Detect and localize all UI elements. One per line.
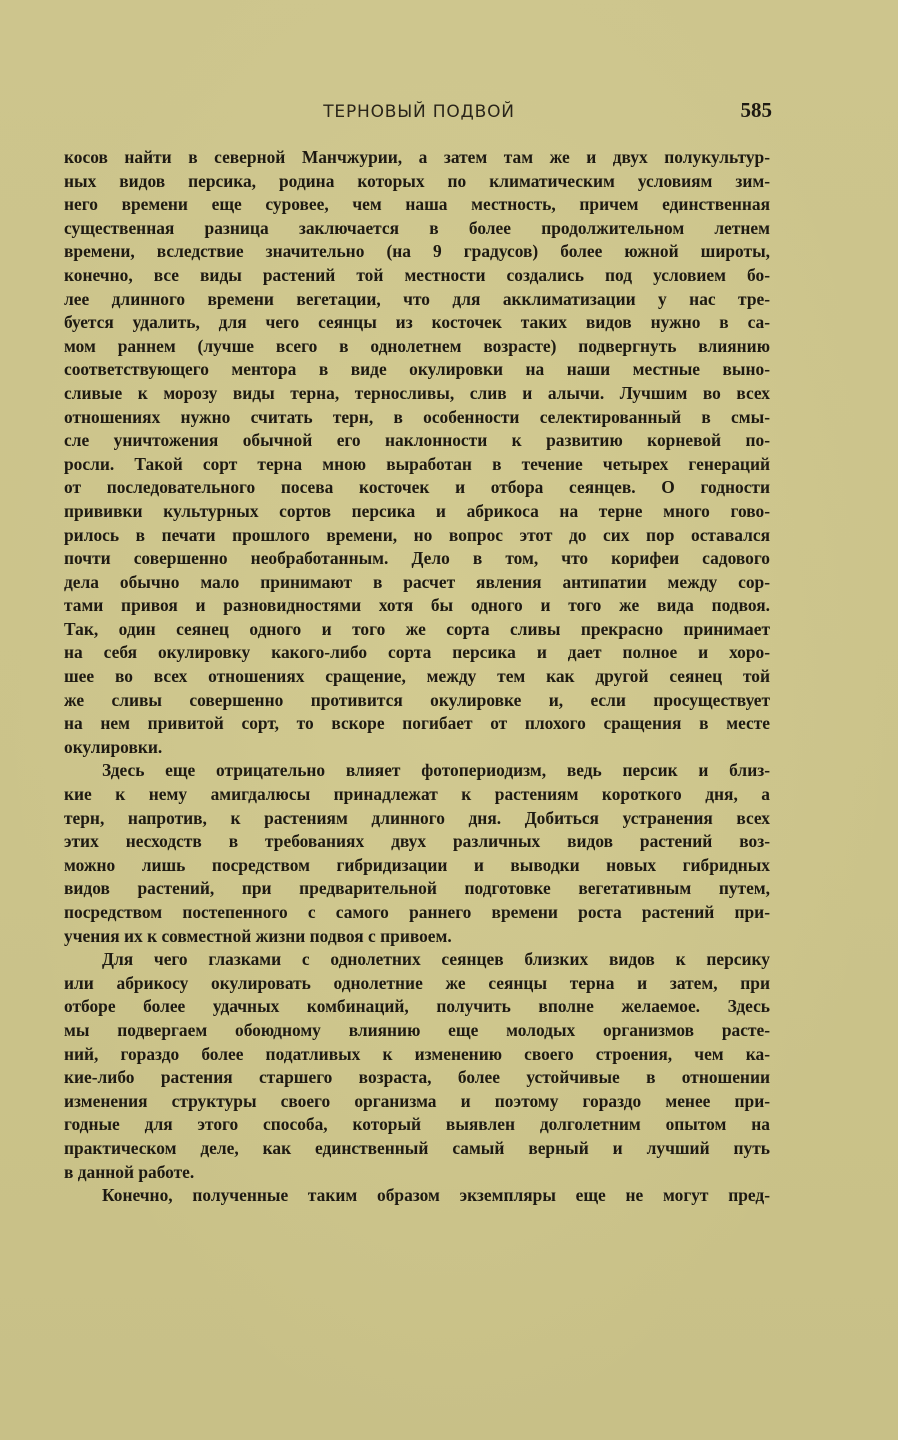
text-line: в данной работе. bbox=[64, 1161, 195, 1182]
text-line: терн, напротив, к растениям длинного дня. Добиться устранения всех bbox=[64, 807, 770, 828]
text-line: прививки культурных сортов персика и абрикоса на терне много гово- bbox=[64, 500, 770, 521]
text-line: кие к нему амигдалюсы принадлежат к растениям короткого дня, а bbox=[64, 784, 770, 805]
text-line: практическом деле, как единственный самый верный и лучший путь bbox=[64, 1137, 770, 1158]
text-line: почти совершенно необработанным. Дело в том, что корифеи садового bbox=[64, 548, 770, 569]
text-line: от последовательного посева косточек и отбора сеянцев. О годности bbox=[64, 477, 770, 498]
text-line: отборе более удачных комбинаций, получить вполне желаемое. Здесь bbox=[64, 996, 770, 1017]
page-header bbox=[66, 98, 772, 130]
text-line: Конечно, полученные таким образом экземпляры еще не могут пред- bbox=[102, 1185, 770, 1206]
running-title: ТЕРНОВЫЙ ПОДВОЙ bbox=[323, 102, 515, 122]
text-line: соответствующего ментора в виде окулировки на наши местные выно- bbox=[64, 359, 770, 380]
text-line: изменения структуры своего организма и поэтому гораздо менее при- bbox=[64, 1090, 770, 1111]
text-line: конечно, все виды растений той местности создались под условием бо- bbox=[64, 264, 770, 285]
text-line: рилось в печати прошлого времени, но вопрос этот до сих пор оставался bbox=[64, 524, 770, 545]
text-line: него времени еще суровее, чем наша местность, причем единственная bbox=[64, 194, 770, 215]
text-line: Здесь еще отрицательно влияет фотопериодизм, ведь персик и близ- bbox=[102, 760, 770, 781]
text-line: сливые к морозу виды терна, терносливы, слив и алычи. Лучшим во всех bbox=[64, 382, 770, 403]
text-line: Для чего глазками с однолетних сеянцев близких видов к персику bbox=[102, 949, 770, 970]
text-line: на нем привитой сорт, то вскоре погибает от плохого сращения в месте bbox=[64, 713, 770, 734]
text-line: или абрикосу окулировать однолетние же сеянцы терна и затем, при bbox=[64, 972, 770, 993]
text-line: тами привоя и разновидностями хотя бы одного и того же вида подвоя. bbox=[64, 595, 770, 616]
text-line: шее во всех отношениях сращение, между тем как другой сеянец той bbox=[64, 666, 770, 687]
text-line: ний, гораздо более податливых к изменению своего строения, чем ка- bbox=[64, 1043, 770, 1064]
body-text bbox=[64, 146, 770, 1208]
text-line: косов найти в северной Манчжурии, а затем там же и двух полукультур- bbox=[64, 147, 770, 167]
text-line: мы подвергаем обоюдному влиянию еще молодых организмов расте- bbox=[64, 1019, 770, 1040]
text-line: росли. Такой сорт терна мною выработан в течение четырех генераций bbox=[64, 453, 770, 474]
page-number: 585 bbox=[740, 98, 772, 122]
text-line: буется удалить, для чего сеянцы из косточек таких видов нужно в са- bbox=[64, 312, 770, 333]
text-line: же сливы совершенно противится окулировке и, если просуществует bbox=[64, 689, 770, 710]
text-line: сле уничтожения обычной его наклонности к развитию корневой по- bbox=[64, 430, 770, 451]
text-line: лее длинного времени вегетации, что для акклиматизации у нас тре- bbox=[64, 288, 770, 309]
text-line: кие-либо растения старшего возраста, более устойчивые в отношении bbox=[64, 1067, 770, 1088]
text-line: дела обычно мало принимают в расчет явления антипатии между сор- bbox=[64, 571, 770, 592]
text-line: посредством постепенного с самого раннего времени роста растений при- bbox=[64, 902, 770, 922]
text-line: существенная разница заключается в более продолжительном летнем bbox=[64, 217, 770, 238]
text-line: времени, вследствие значительно (на 9 градусов) более южной широты, bbox=[64, 241, 770, 262]
text-line: ных видов персика, родина которых по климатическим условиям зим- bbox=[64, 170, 770, 191]
text-line: этих несходств в требованиях двух различных видов растений воз- bbox=[64, 831, 770, 852]
text-line: видов растений, при предварительной подготовке вегетативным путем, bbox=[64, 878, 770, 899]
text-line: мом раннем (лучше всего в однолетнем возрасте) подвергнуть влиянию bbox=[64, 335, 770, 356]
text-line: отношениях нужно считать терн, в особенности селектированный в смы- bbox=[64, 406, 770, 427]
text-line: на себя окулировку какого-либо сорта персика и дает полное и хоро- bbox=[64, 642, 770, 663]
text-line: окулировки. bbox=[64, 736, 163, 757]
text-line: годные для этого способа, который выявлен долголетним опытом на bbox=[64, 1114, 770, 1135]
text-line: учения их к совместной жизни подвоя с привоем. bbox=[64, 925, 452, 946]
text-line: Так, один сеянец одного и того же сорта сливы прекрасно принимает bbox=[64, 618, 770, 639]
text-line: можно лишь посредством гибридизации и выводки новых гибридных bbox=[64, 854, 770, 875]
